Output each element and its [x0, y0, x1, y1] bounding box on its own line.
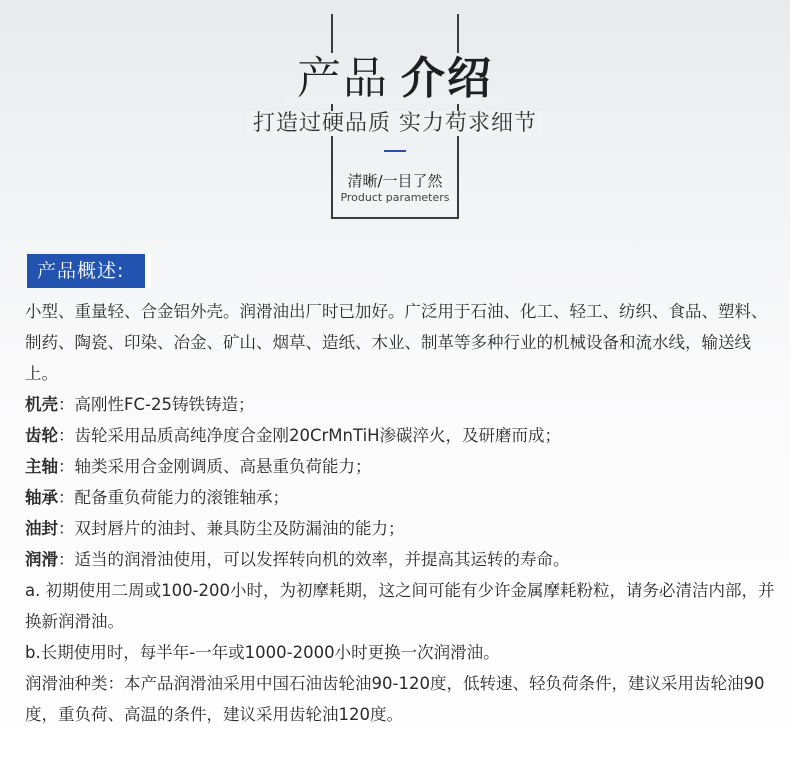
spec-sep: ：: [58, 550, 75, 569]
spec-line: [25, 451, 780, 482]
tagline-en: Product parameters: [340, 191, 450, 204]
note-b: b.长期使用时，每半年-一年或1000-2000小时更换一次润滑油。: [25, 643, 500, 662]
spec-label: 主轴: [25, 457, 58, 476]
spec-text: 双封唇片的油封、兼具防尘及防漏油的能力；: [74, 519, 405, 538]
title-normal: 产品: [291, 53, 395, 104]
spec-text: 配备重负荷能力的滚锥轴承；: [74, 488, 289, 507]
spec-label: 润滑: [25, 550, 58, 569]
title-bold: 介绍: [395, 53, 499, 104]
spec-line: [25, 513, 780, 544]
spec-sep: ：: [58, 395, 75, 414]
accent-dash: [384, 150, 406, 152]
description-body: [25, 296, 780, 730]
tagline-cn: 清晰/一目了然: [347, 172, 443, 190]
subtitle-text: 打造过硬品质 实力苟求细节: [247, 111, 543, 136]
spec-label: 轴承: [25, 488, 58, 507]
spec-sep: ：: [58, 519, 75, 538]
note-oil: 润滑油种类：本产品润滑油采用中国石油齿轮油90-120度，低转速、轻负荷条件，建议采用齿轮油90度，重负荷、高温的条件，建议采用齿轮油120度。: [25, 674, 765, 724]
spec-sep: ：: [58, 426, 75, 445]
spec-line: [25, 420, 780, 451]
spec-text: 高刚性FC-25铸铁铸造；: [74, 395, 255, 414]
spec-line: [25, 544, 780, 575]
spec-text: 轴类采用合金刚调质、高悬重负荷能力；: [74, 457, 372, 476]
page-subtitle: [0, 110, 790, 138]
spec-sep: ：: [58, 457, 75, 476]
spec-sep: ：: [58, 488, 75, 507]
spec-line: [25, 482, 780, 513]
spec-label: 齿轮: [25, 426, 58, 445]
spec-label: 机壳: [25, 395, 58, 414]
section-title: 产品概述:: [27, 254, 151, 288]
spec-text: 适当的润滑油使用，可以发挥转向机的效率，并提高其运转的寿命。: [74, 550, 570, 569]
spec-line: [25, 389, 780, 420]
note-a: a. 初期使用二周或100-200小时，为初摩耗期，这之间可能有少许金属摩耗粉粒，请务必清洁内部，并换新润滑油。: [25, 581, 775, 631]
intro-paragraph: 小型、重量轻、合金铝外壳。润滑油出厂时已加好。广泛用于石油、化工、轻工、纺织、食品、塑料、制药、陶瓷、印染、冶金、矿山、烟草、造纸、木业、制革等多种行业的机械设备和流水线，输送线上。: [25, 302, 768, 383]
spec-text: 齿轮采用品质高纯净度合金刚20CrMnTiH渗碳淬火，及研磨而成；: [74, 426, 562, 445]
spec-label: 油封: [25, 519, 58, 538]
page-title: [0, 52, 790, 106]
